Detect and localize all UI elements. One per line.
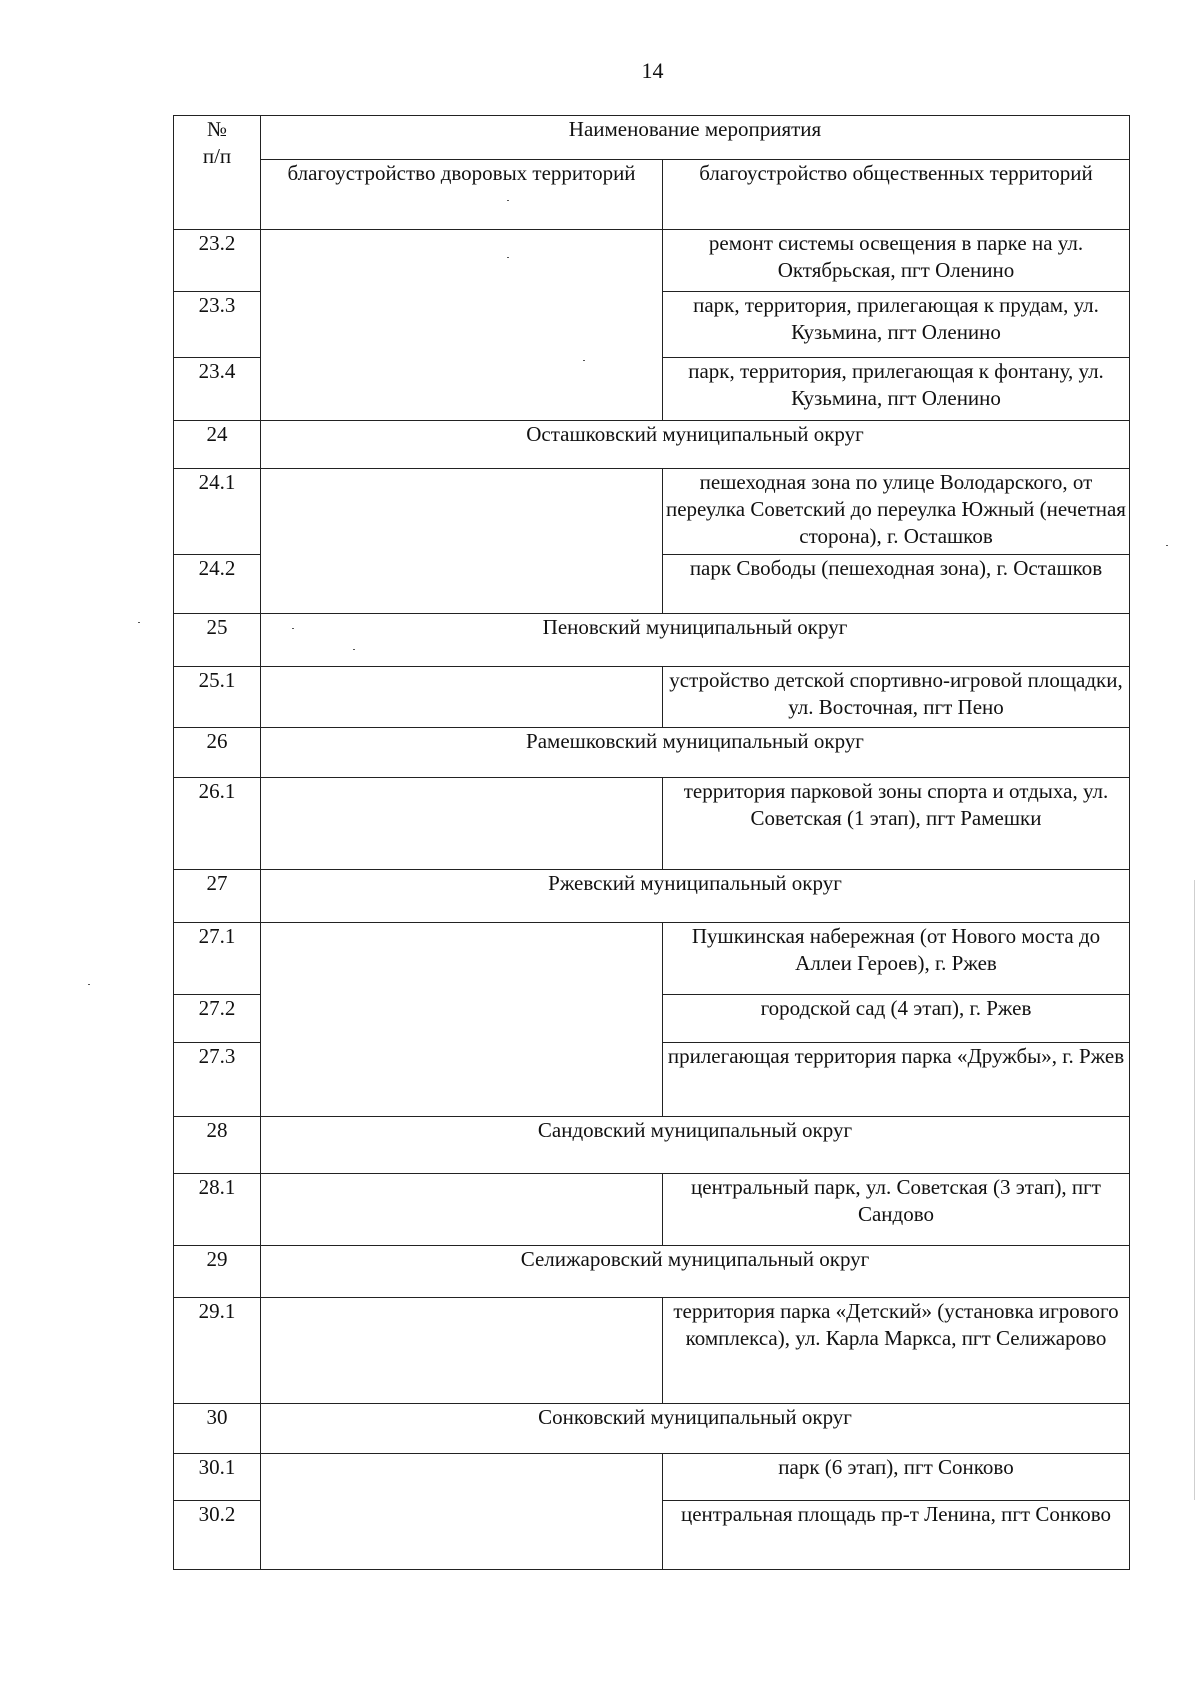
row-number: 24.2 xyxy=(174,555,261,614)
public-territory-cell: пешеходная зона по улице Володарского, от переулка Советский до переулка Южный (нечетная сторона), г. Осташков xyxy=(663,469,1130,555)
scan-artifact xyxy=(292,628,294,629)
public-territory-cell: Пушкинская набережная (от Нового моста до Аллеи Героев), г. Ржев xyxy=(663,923,1130,995)
region-row xyxy=(174,614,1130,667)
table-row xyxy=(174,1454,1130,1501)
scan-artifact xyxy=(88,984,90,985)
table-row xyxy=(174,778,1130,870)
row-number: 27 xyxy=(174,870,261,923)
scan-artifact xyxy=(507,200,509,201)
region-row xyxy=(174,1246,1130,1298)
region-name: Рамешковский муниципальный округ xyxy=(261,728,1130,778)
scan-artifact xyxy=(138,622,140,623)
scan-artifact xyxy=(353,649,355,650)
yard-cell-empty xyxy=(261,1174,663,1246)
region-row xyxy=(174,421,1130,469)
header-yard-territories: благоустройство дворовых территорий xyxy=(261,160,663,230)
yard-cell-empty xyxy=(261,230,663,421)
measures-table xyxy=(173,115,1130,1570)
region-name: Ржевский муниципальный округ xyxy=(261,870,1130,923)
header-number-label: п/п xyxy=(202,144,232,168)
row-number: 27.2 xyxy=(174,995,261,1043)
row-number: 24 xyxy=(174,421,261,469)
scan-artifact xyxy=(507,257,509,258)
table-row xyxy=(174,1298,1130,1404)
public-territory-cell: территория парка «Детский» (установка игрового комплекса), ул. Карла Маркса, пгт Селижарово xyxy=(663,1298,1130,1404)
header-event-name: Наименование мероприятия xyxy=(261,116,1130,160)
region-name: Пеновский муниципальный округ xyxy=(261,614,1130,667)
region-name: Сонковский муниципальный округ xyxy=(261,1404,1130,1454)
yard-cell-empty xyxy=(261,778,663,870)
scan-artifact xyxy=(583,360,585,361)
row-number: 27.1 xyxy=(174,923,261,995)
public-territory-cell: центральная площадь пр-т Ленина, пгт Сонково xyxy=(663,1501,1130,1570)
yard-cell-empty xyxy=(261,469,663,614)
row-number: 30.2 xyxy=(174,1501,261,1570)
table-subheader-row xyxy=(174,160,1130,230)
row-number: 23.3 xyxy=(174,292,261,358)
region-row xyxy=(174,728,1130,778)
region-row xyxy=(174,1404,1130,1454)
table-header-row xyxy=(174,116,1130,160)
row-number: 26.1 xyxy=(174,778,261,870)
row-number: 30 xyxy=(174,1404,261,1454)
yard-cell-empty xyxy=(261,667,663,728)
yard-cell-empty xyxy=(261,1298,663,1404)
table-row xyxy=(174,667,1130,728)
public-territory-cell: парк (6 этап), пгт Сонково xyxy=(663,1454,1130,1501)
public-territory-cell: парк, территория, прилегающая к прудам, ул. Кузьмина, пгт Оленино xyxy=(663,292,1130,358)
header-number-cell xyxy=(174,116,261,230)
row-number: 26 xyxy=(174,728,261,778)
row-number: 29.1 xyxy=(174,1298,261,1404)
region-name: Осташковский муниципальный округ xyxy=(261,421,1130,469)
row-number: 28 xyxy=(174,1117,261,1174)
public-territory-cell: ремонт системы освещения в парке на ул. Октябрьская, пгт Оленино xyxy=(663,230,1130,292)
row-number: 27.3 xyxy=(174,1043,261,1117)
scan-artifact xyxy=(1166,545,1168,546)
row-number: 30.1 xyxy=(174,1454,261,1501)
header-number-symbol: № xyxy=(206,117,228,141)
row-number: 25.1 xyxy=(174,667,261,728)
region-name: Селижаровский муниципальный округ xyxy=(261,1246,1130,1298)
row-number: 23.2 xyxy=(174,230,261,292)
table-row xyxy=(174,469,1130,555)
region-row xyxy=(174,870,1130,923)
public-territory-cell: парк Свободы (пешеходная зона), г. Осташков xyxy=(663,555,1130,614)
scan-edge-line xyxy=(1194,880,1195,1500)
row-number: 29 xyxy=(174,1246,261,1298)
table-row xyxy=(174,1174,1130,1246)
row-number: 24.1 xyxy=(174,469,261,555)
public-territory-cell: парк, территория, прилегающая к фонтану, ул. Кузьмина, пгт Оленино xyxy=(663,358,1130,421)
header-public-territories: благоустройство общественных территорий xyxy=(663,160,1130,230)
row-number: 23.4 xyxy=(174,358,261,421)
row-number: 25 xyxy=(174,614,261,667)
region-name: Сандовский муниципальный округ xyxy=(261,1117,1130,1174)
yard-cell-empty xyxy=(261,1454,663,1570)
row-number: 28.1 xyxy=(174,1174,261,1246)
yard-cell-empty xyxy=(261,923,663,1117)
public-territory-cell: городской сад (4 этап), г. Ржев xyxy=(663,995,1130,1043)
public-territory-cell: устройство детской спортивно-игровой площадки, ул. Восточная, пгт Пено xyxy=(663,667,1130,728)
public-territory-cell: прилегающая территория парка «Дружбы», г. Ржев xyxy=(663,1043,1130,1117)
public-territory-cell: центральный парк, ул. Советская (3 этап), пгт Сандово xyxy=(663,1174,1130,1246)
page-number: 14 xyxy=(641,58,664,83)
public-territory-cell: территория парковой зоны спорта и отдыха, ул. Советская (1 этап), пгт Рамешки xyxy=(663,778,1130,870)
table-row xyxy=(174,923,1130,995)
table-row xyxy=(174,230,1130,292)
region-row xyxy=(174,1117,1130,1174)
